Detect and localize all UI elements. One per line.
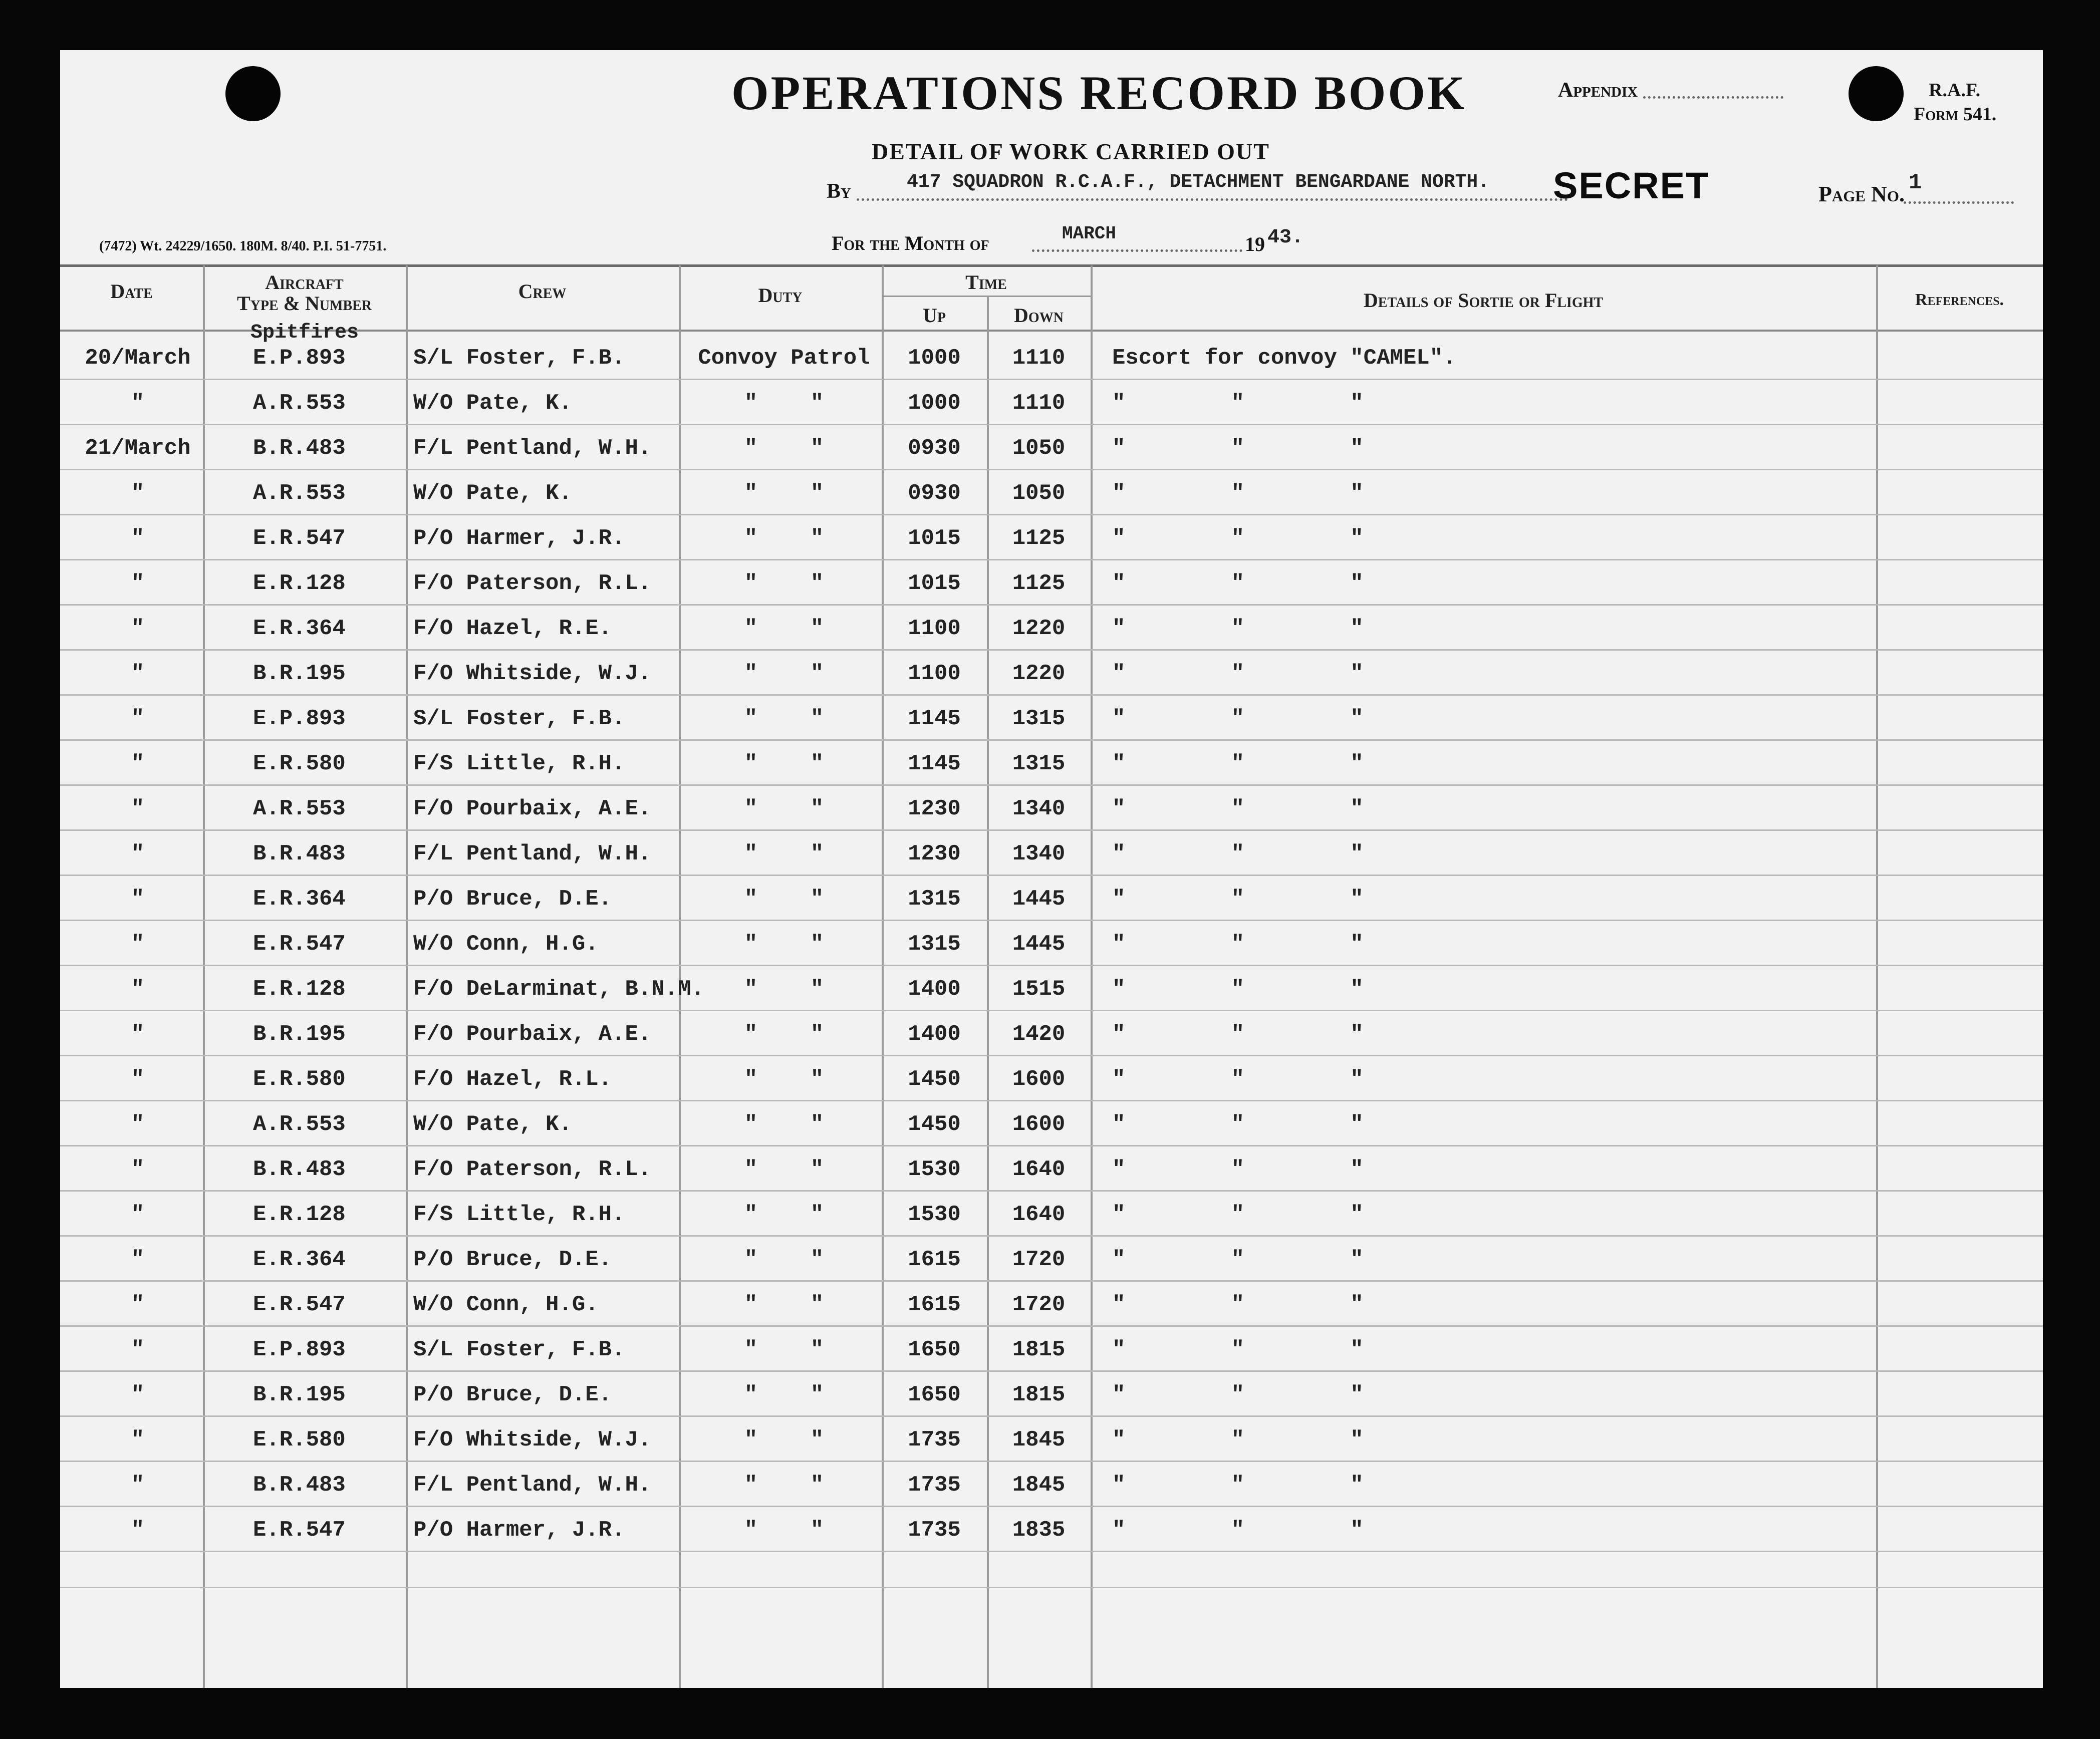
- row-crew: W/O Pate, K.: [413, 1112, 572, 1137]
- table-row: [60, 785, 2043, 830]
- row-details: " " ": [1112, 887, 1364, 912]
- row-up: 1015: [908, 526, 961, 551]
- row-crew: P/O Harmer, J.R.: [413, 526, 625, 551]
- row-duty: " ": [744, 481, 824, 506]
- row-duty: " ": [744, 706, 824, 731]
- row-aircraft: E.R.364: [253, 887, 346, 912]
- row-up: 1650: [908, 1382, 961, 1407]
- row-down: 1220: [1012, 661, 1066, 686]
- row-duty: " ": [744, 1473, 824, 1498]
- table-top-border: [60, 264, 2043, 267]
- row-details: " " ": [1112, 1247, 1364, 1272]
- row-date: ": [131, 616, 145, 641]
- table-row: [60, 1416, 2043, 1462]
- page-line: [1904, 201, 2014, 204]
- row-date: ": [131, 1427, 145, 1453]
- row-crew: P/O Bruce, D.E.: [413, 887, 612, 912]
- row-duty: " ": [744, 1337, 824, 1362]
- row-down: 1600: [1012, 1112, 1066, 1137]
- row-details: " " ": [1112, 1022, 1364, 1047]
- row-details: " " ": [1112, 1292, 1364, 1317]
- table-row: [60, 1326, 2043, 1371]
- row-date: ": [131, 1067, 145, 1092]
- row-up: 1015: [908, 571, 961, 596]
- row-up: 1100: [908, 661, 961, 686]
- row-up: 1615: [908, 1247, 961, 1272]
- row-details: " " ": [1112, 481, 1364, 506]
- row-crew: F/O Pourbaix, A.E.: [413, 796, 652, 821]
- row-details: Escort for convoy "CAMEL".: [1112, 346, 1456, 371]
- row-aircraft: A.R.553: [253, 1112, 346, 1137]
- row-aircraft: E.R.547: [253, 1292, 346, 1317]
- row-aircraft: E.R.547: [253, 1518, 346, 1543]
- year-prefix: 19: [1245, 233, 1265, 255]
- page-number: 1: [1909, 170, 1922, 195]
- row-aircraft: A.R.553: [253, 391, 346, 416]
- row-duty: " ": [744, 436, 824, 461]
- appendix-line: [1643, 96, 1783, 99]
- row-aircraft: E.R.580: [253, 751, 346, 776]
- table-row: [60, 1236, 2043, 1281]
- row-date: ": [131, 932, 145, 957]
- table-row: [60, 830, 2043, 876]
- row-crew: F/O DeLarminat, B.N.M.: [413, 977, 704, 1002]
- row-up: 1735: [908, 1427, 961, 1453]
- row-date: ": [131, 1518, 145, 1543]
- table-row: [60, 740, 2043, 785]
- row-crew: F/O Paterson, R.L.: [413, 571, 652, 596]
- row-date: ": [131, 481, 145, 506]
- row-date: ": [131, 1112, 145, 1137]
- row-duty: " ": [744, 1067, 824, 1092]
- table-row: [60, 1462, 2043, 1507]
- row-aircraft: B.R.195: [253, 661, 346, 686]
- table-row: [60, 1371, 2043, 1416]
- table-row: [60, 1101, 2043, 1146]
- row-duty: " ": [744, 1247, 824, 1272]
- row-duty: " ": [744, 1382, 824, 1407]
- row-aircraft: B.R.483: [253, 1473, 346, 1498]
- classification-stamp: SECRET: [1553, 165, 1710, 206]
- table-row: [60, 876, 2043, 921]
- row-date: ": [131, 977, 145, 1002]
- row-aircraft: E.R.364: [253, 616, 346, 641]
- time-subheader-rule: [882, 296, 1091, 297]
- row-up: 1100: [908, 616, 961, 641]
- row-down: 1315: [1012, 751, 1066, 776]
- row-duty: " ": [744, 661, 824, 686]
- table-row: [60, 425, 2043, 470]
- row-details: " " ": [1112, 1112, 1364, 1137]
- row-crew: F/L Pentland, W.H.: [413, 436, 652, 461]
- header-down: Down: [1014, 304, 1064, 327]
- row-details: " " ": [1112, 977, 1364, 1002]
- header-up: Up: [923, 304, 946, 327]
- row-aircraft: E.R.128: [253, 977, 346, 1002]
- row-date: ": [131, 1473, 145, 1498]
- row-details: " " ": [1112, 751, 1364, 776]
- row-aircraft: E.P.893: [253, 346, 346, 371]
- row-crew: P/O Harmer, J.R.: [413, 1518, 625, 1543]
- row-aircraft: E.R.128: [253, 1202, 346, 1227]
- row-down: 1340: [1012, 841, 1066, 866]
- table-row: [60, 335, 2043, 380]
- row-crew: S/L Foster, F.B.: [413, 346, 625, 371]
- row-up: 1000: [908, 346, 961, 371]
- row-aircraft: B.R.483: [253, 1157, 346, 1182]
- row-down: 1515: [1012, 977, 1066, 1002]
- header-references: References.: [1915, 291, 2004, 309]
- binder-hole-right: [1849, 66, 1904, 121]
- row-date: ": [131, 571, 145, 596]
- row-duty: " ": [744, 977, 824, 1002]
- row-date: ": [131, 1022, 145, 1047]
- row-up: 1450: [908, 1112, 961, 1137]
- row-crew: F/O Pourbaix, A.E.: [413, 1022, 652, 1047]
- row-duty: " ": [744, 1518, 824, 1543]
- row-date: ": [131, 661, 145, 686]
- month-label: For the Month of: [832, 232, 989, 254]
- row-details: " " ": [1112, 1518, 1364, 1543]
- row-date: ": [131, 841, 145, 866]
- table-row: [60, 695, 2043, 740]
- header-details: Details of Sortie or Flight: [1363, 289, 1604, 312]
- row-details: " " ": [1112, 1473, 1364, 1498]
- table-row: [60, 380, 2043, 425]
- form-subtitle: DETAIL OF WORK CARRIED OUT: [872, 139, 1270, 164]
- row-up: 0930: [908, 481, 961, 506]
- record-sheet: [60, 50, 2043, 1688]
- row-up: 1530: [908, 1157, 961, 1182]
- row-duty: " ": [744, 616, 824, 641]
- row-aircraft: E.R.547: [253, 932, 346, 957]
- row-date: ": [131, 1157, 145, 1182]
- by-label: By: [827, 180, 851, 203]
- row-down: 1110: [1012, 391, 1066, 416]
- row-down: 1050: [1012, 481, 1066, 506]
- header-type-number: Type & Number: [236, 292, 372, 315]
- row-aircraft: A.R.553: [253, 796, 346, 821]
- row-details: " " ": [1112, 796, 1364, 821]
- binder-hole-left: [225, 66, 281, 121]
- row-details: " " ": [1112, 616, 1364, 641]
- row-duty: " ": [744, 1292, 824, 1317]
- row-up: 1145: [908, 706, 961, 731]
- row-down: 1445: [1012, 932, 1066, 957]
- year-value: 43.: [1267, 226, 1304, 249]
- row-date: ": [131, 887, 145, 912]
- form-title: OPERATIONS RECORD BOOK: [731, 66, 1467, 120]
- row-up: 1650: [908, 1337, 961, 1362]
- row-up: 1000: [908, 391, 961, 416]
- row-details: " " ": [1112, 1157, 1364, 1182]
- row-separator: [60, 1551, 2043, 1552]
- row-details: " " ": [1112, 841, 1364, 866]
- row-crew: W/O Pate, K.: [413, 391, 572, 416]
- header-time: Time: [965, 271, 1007, 294]
- row-details: " " ": [1112, 1337, 1364, 1362]
- row-up: 1530: [908, 1202, 961, 1227]
- row-aircraft: E.P.893: [253, 706, 346, 731]
- row-crew: W/O Pate, K.: [413, 481, 572, 506]
- row-details: " " ": [1112, 1427, 1364, 1453]
- row-duty: " ": [744, 526, 824, 551]
- row-up: 1400: [908, 977, 961, 1002]
- row-aircraft: B.R.483: [253, 436, 346, 461]
- row-down: 1720: [1012, 1292, 1066, 1317]
- page-label: Page No.: [1818, 182, 1905, 206]
- row-crew: F/O Paterson, R.L.: [413, 1157, 652, 1182]
- table-row: [60, 966, 2043, 1011]
- row-up: 1400: [908, 1022, 961, 1047]
- row-aircraft: B.R.195: [253, 1382, 346, 1407]
- row-details: " " ": [1112, 661, 1364, 686]
- row-crew: F/L Pentland, W.H.: [413, 841, 652, 866]
- row-details: " " ": [1112, 436, 1364, 461]
- row-down: 1835: [1012, 1518, 1066, 1543]
- table-row: [60, 605, 2043, 650]
- row-up: 1315: [908, 887, 961, 912]
- row-date: ": [131, 751, 145, 776]
- row-duty: " ": [744, 1112, 824, 1137]
- header-duty: Duty: [758, 284, 803, 307]
- row-details: " " ": [1112, 706, 1364, 731]
- row-down: 1445: [1012, 887, 1066, 912]
- row-date: ": [131, 1337, 145, 1362]
- blank-rule: [60, 1587, 2043, 1588]
- row-duty: " ": [744, 1427, 824, 1453]
- row-aircraft: B.R.483: [253, 841, 346, 866]
- row-duty: " ": [744, 796, 824, 821]
- row-down: 1845: [1012, 1473, 1066, 1498]
- row-duty: " ": [744, 571, 824, 596]
- row-duty: " ": [744, 1022, 824, 1047]
- row-duty: " ": [744, 841, 824, 866]
- row-date: ": [131, 1292, 145, 1317]
- row-details: " " ": [1112, 1067, 1364, 1092]
- by-value: 417 SQUADRON R.C.A.F., DETACHMENT BENGARDANE NORTH.: [907, 171, 1489, 193]
- row-down: 1315: [1012, 706, 1066, 731]
- row-crew: P/O Bruce, D.E.: [413, 1247, 612, 1272]
- table-row: [60, 921, 2043, 966]
- row-up: 1145: [908, 751, 961, 776]
- row-aircraft: E.R.580: [253, 1427, 346, 1453]
- row-crew: F/O Whitside, W.J.: [413, 1427, 652, 1453]
- row-details: " " ": [1112, 1382, 1364, 1407]
- row-down: 1600: [1012, 1067, 1066, 1092]
- row-crew: S/L Foster, F.B.: [413, 1337, 625, 1362]
- row-down: 1640: [1012, 1157, 1066, 1182]
- table-row: [60, 1191, 2043, 1236]
- row-crew: F/S Little, R.H.: [413, 1202, 625, 1227]
- header-date: Date: [110, 280, 153, 303]
- row-date: 21/March: [85, 436, 191, 461]
- row-crew: P/O Bruce, D.E.: [413, 1382, 612, 1407]
- row-duty: " ": [744, 1157, 824, 1182]
- month-value: MARCH: [1062, 223, 1117, 244]
- table-row: [60, 1507, 2043, 1552]
- row-crew: F/S Little, R.H.: [413, 751, 625, 776]
- row-date: 20/March: [85, 346, 191, 371]
- row-crew: W/O Conn, H.G.: [413, 1292, 599, 1317]
- row-down: 1125: [1012, 526, 1066, 551]
- row-crew: F/O Hazel, R.L.: [413, 1067, 612, 1092]
- row-details: " " ": [1112, 571, 1364, 596]
- row-crew: S/L Foster, F.B.: [413, 706, 625, 731]
- row-up: 1735: [908, 1518, 961, 1543]
- table-row: [60, 515, 2043, 560]
- row-down: 1340: [1012, 796, 1066, 821]
- row-aircraft: E.R.547: [253, 526, 346, 551]
- by-line: [857, 198, 1568, 201]
- row-down: 1640: [1012, 1202, 1066, 1227]
- table-row: [60, 1146, 2043, 1191]
- aircraft-type-note: Spitfires: [250, 322, 359, 344]
- table-row: [60, 1011, 2043, 1056]
- row-up: 1230: [908, 796, 961, 821]
- row-up: 1735: [908, 1473, 961, 1498]
- row-aircraft: B.R.195: [253, 1022, 346, 1047]
- row-details: " " ": [1112, 1202, 1364, 1227]
- row-duty: " ": [744, 887, 824, 912]
- row-date: ": [131, 796, 145, 821]
- appendix-label: Appendix: [1558, 79, 1638, 102]
- row-date: ": [131, 391, 145, 416]
- table-row: [60, 1056, 2043, 1101]
- month-line: [1032, 249, 1242, 252]
- row-up: 0930: [908, 436, 961, 461]
- row-details: " " ": [1112, 391, 1364, 416]
- row-details: " " ": [1112, 526, 1364, 551]
- table-row: [60, 560, 2043, 605]
- row-duty: " ": [744, 751, 824, 776]
- table-row: [60, 1281, 2043, 1326]
- row-duty: " ": [744, 391, 824, 416]
- row-date: ": [131, 706, 145, 731]
- row-duty: Convoy Patrol: [698, 346, 870, 371]
- row-down: 1815: [1012, 1382, 1066, 1407]
- row-date: ": [131, 1202, 145, 1227]
- row-date: ": [131, 1247, 145, 1272]
- row-up: 1315: [908, 932, 961, 957]
- row-crew: F/O Whitside, W.J.: [413, 661, 652, 686]
- row-crew: F/L Pentland, W.H.: [413, 1473, 652, 1498]
- row-up: 1230: [908, 841, 961, 866]
- row-aircraft: E.P.893: [253, 1337, 346, 1362]
- header-aircraft: Aircraft: [265, 271, 344, 294]
- table-row: [60, 650, 2043, 695]
- table-row: [60, 470, 2043, 515]
- row-aircraft: E.R.364: [253, 1247, 346, 1272]
- print-code: (7472) Wt. 24229/1650. 180M. 8/40. P.I. 51-7751.: [99, 238, 387, 254]
- row-date: ": [131, 1382, 145, 1407]
- row-down: 1420: [1012, 1022, 1066, 1047]
- row-up: 1615: [908, 1292, 961, 1317]
- row-aircraft: E.R.580: [253, 1067, 346, 1092]
- row-down: 1125: [1012, 571, 1066, 596]
- row-down: 1845: [1012, 1427, 1066, 1453]
- row-up: 1450: [908, 1067, 961, 1092]
- row-crew: W/O Conn, H.G.: [413, 932, 599, 957]
- row-details: " " ": [1112, 932, 1364, 957]
- row-down: 1110: [1012, 346, 1066, 371]
- row-down: 1720: [1012, 1247, 1066, 1272]
- header-crew: Crew: [518, 280, 567, 303]
- row-down: 1050: [1012, 436, 1066, 461]
- row-down: 1815: [1012, 1337, 1066, 1362]
- row-aircraft: E.R.128: [253, 571, 346, 596]
- form-number: Form 541.: [1914, 104, 1997, 125]
- row-duty: " ": [744, 932, 824, 957]
- row-aircraft: A.R.553: [253, 481, 346, 506]
- raf-label: R.A.F.: [1929, 80, 1981, 101]
- row-date: ": [131, 526, 145, 551]
- row-duty: " ": [744, 1202, 824, 1227]
- row-down: 1220: [1012, 616, 1066, 641]
- row-crew: F/O Hazel, R.E.: [413, 616, 612, 641]
